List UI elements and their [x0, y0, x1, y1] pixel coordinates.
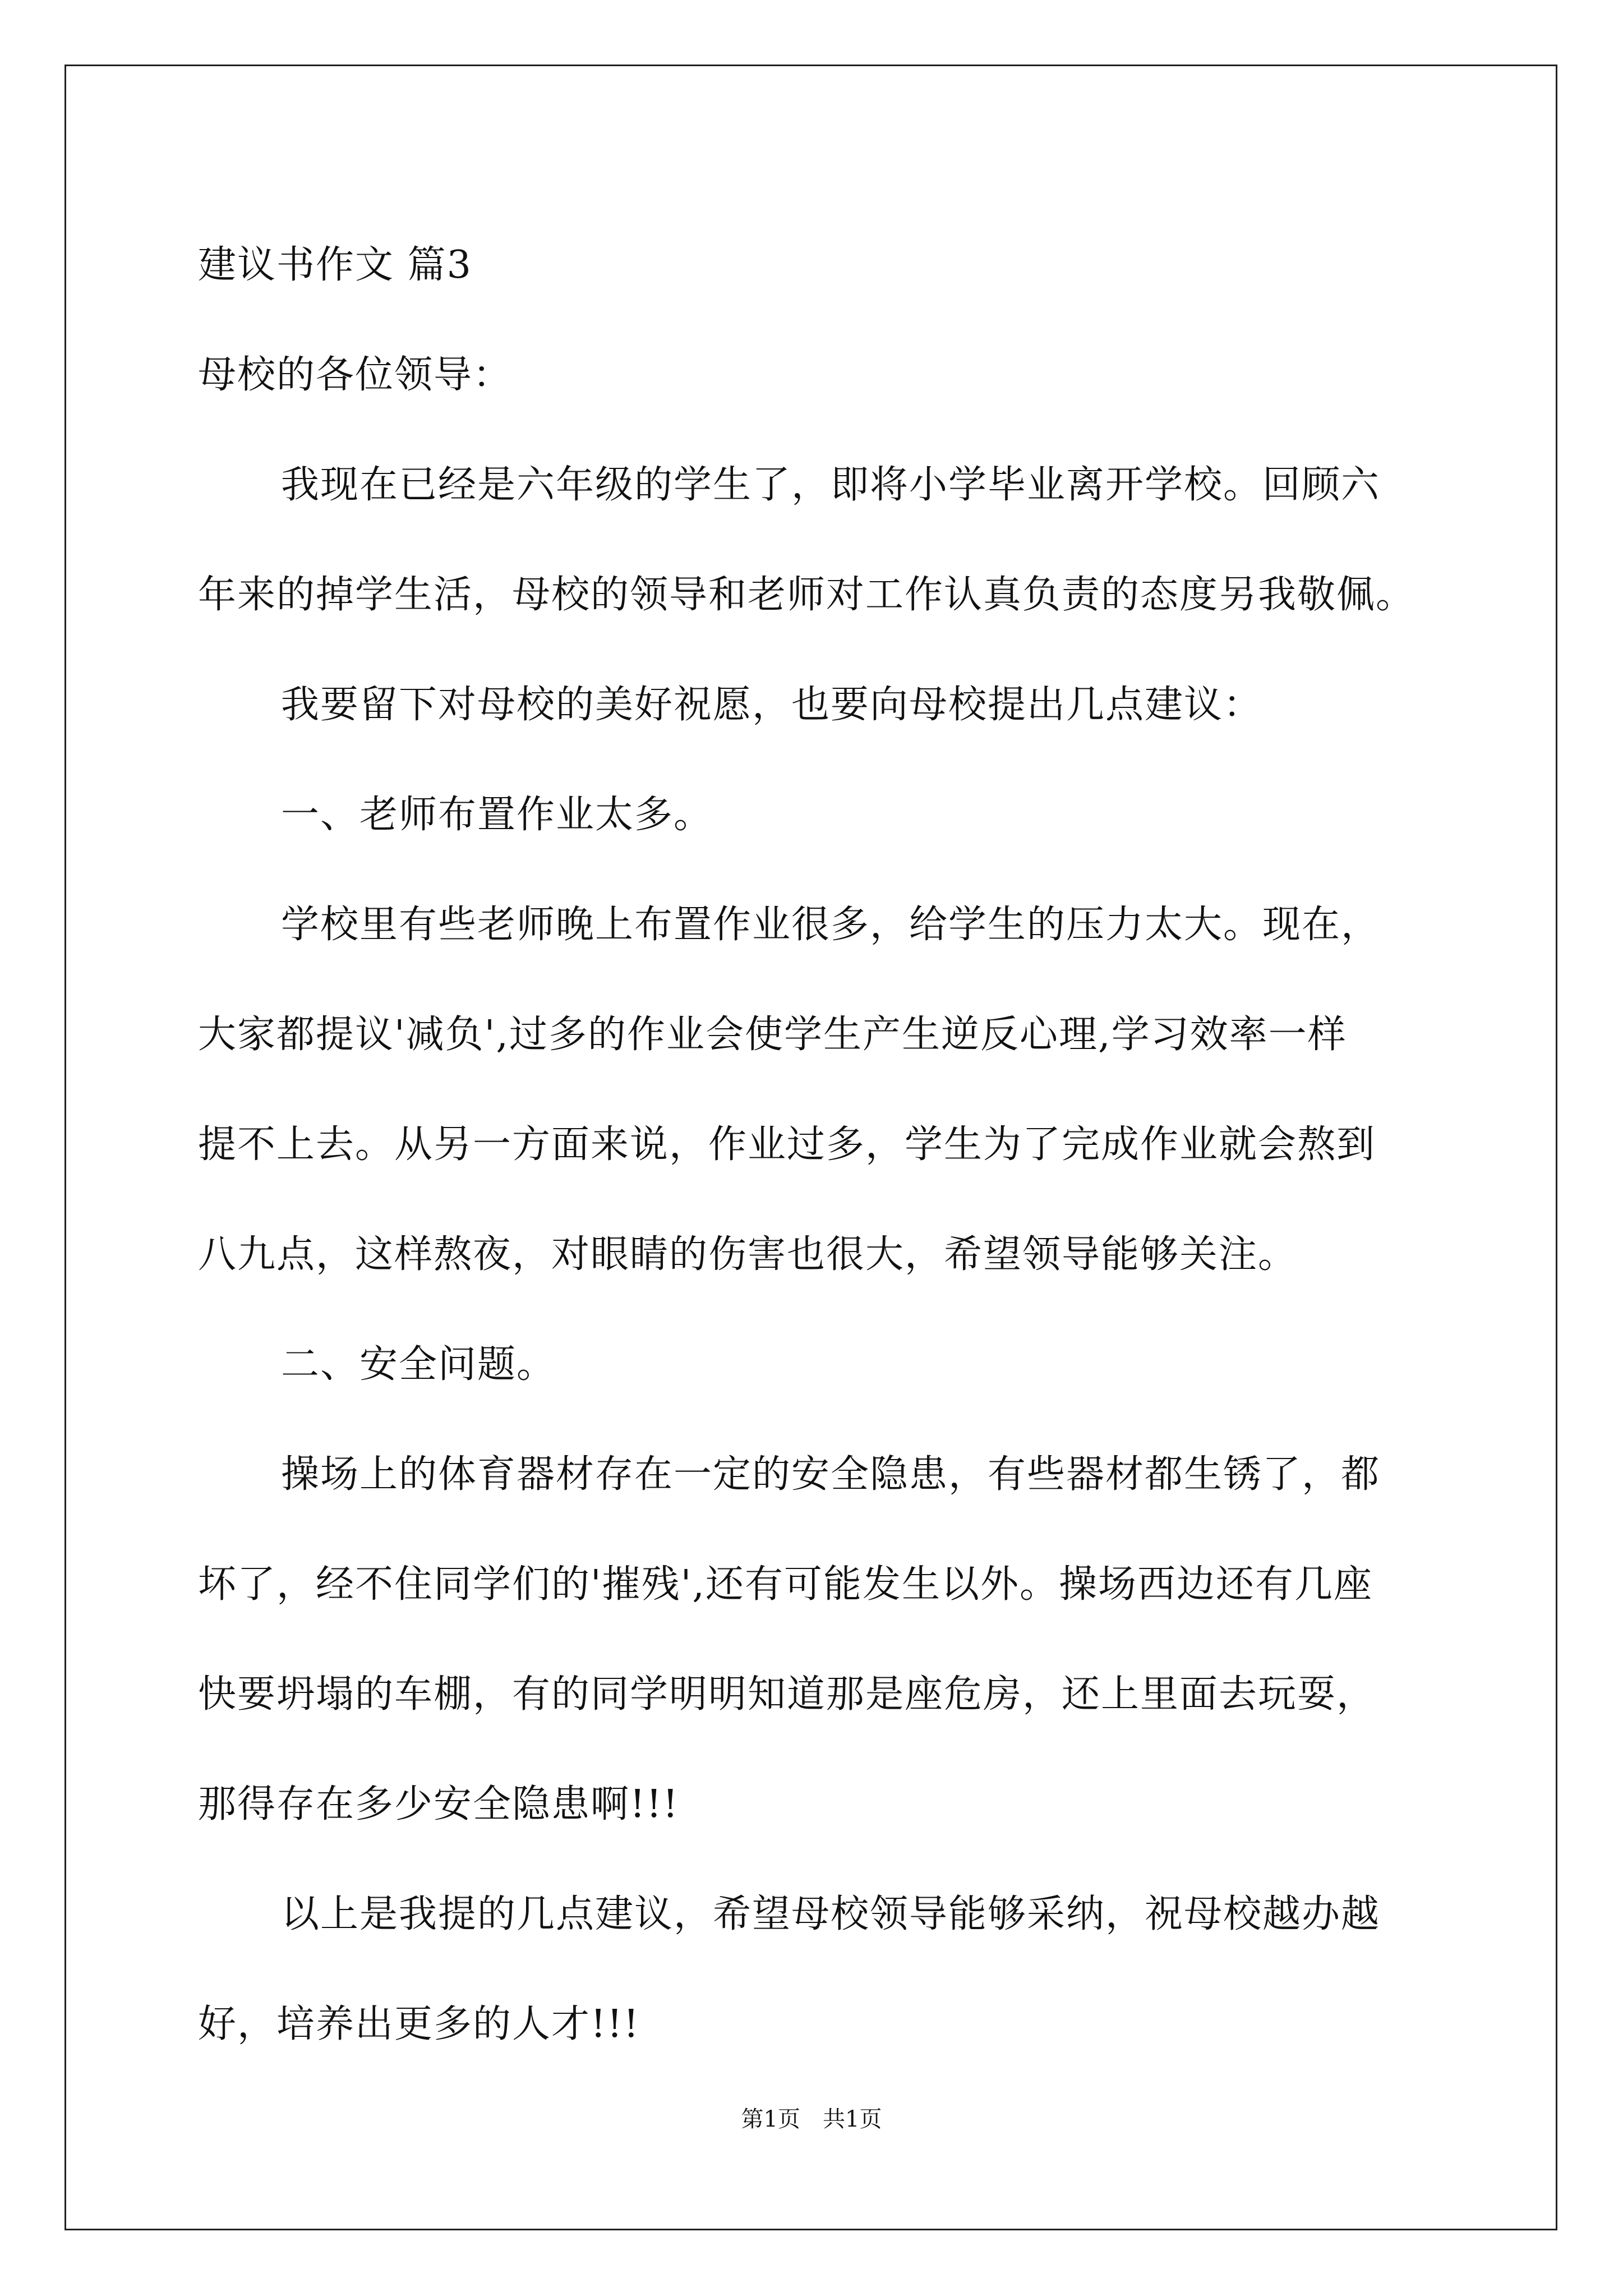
paragraph-line: 操场上的体育器材存在一定的安全隐患，有些器材都生锈了，都 — [281, 1452, 1381, 1497]
paragraph-line: 我要留下对母校的美好祝愿，也要向母校提出几点建议： — [281, 683, 1263, 727]
paragraph-line: 好，培养出更多的人才!!! — [198, 2002, 640, 2046]
paragraph-line: 我现在已经是六年级的学生了，即将小学毕业离开学校。回顾六 — [281, 463, 1381, 507]
salutation: 母校的各位领导： — [198, 353, 513, 397]
paragraph-line: 学校里有些老师晚上布置作业很多，给学生的压力太大。现在， — [281, 903, 1381, 947]
document-title: 建议书作文 篇3 — [198, 243, 472, 287]
paragraph-line: 年来的掉学生活，母校的领导和老师对工作认真负责的态度另我敬佩。 — [198, 573, 1415, 617]
paragraph-line: 快要坍塌的车棚，有的同学明明知道那是座危房，还上里面去玩耍， — [198, 1672, 1376, 1717]
section-heading: 二、安全问题。 — [281, 1342, 556, 1387]
paragraph-line: 八九点，这样熬夜，对眼睛的伤害也很大，希望领导能够关注。 — [198, 1232, 1298, 1277]
paragraph-line: 那得存在多少安全隐患啊!!! — [198, 1782, 679, 1826]
paragraph-line: 以上是我提的几点建议，希望母校领导能够采纳，祝母校越办越 — [281, 1892, 1381, 1936]
paragraph-line: 提不上去。从另一方面来说，作业过多，学生为了完成作业就会熬到 — [198, 1122, 1376, 1167]
paragraph-line: 大家都提议'减负',过多的作业会使学生产生逆反心理,学习效率一样 — [198, 1013, 1347, 1057]
document-body — [198, 210, 1432, 2079]
page-number: 第1页 共1页 — [741, 2106, 882, 2132]
section-heading: 一、老师布置作业太多。 — [281, 793, 713, 837]
paragraph-line: 坏了，经不住同学们的'摧残',还有可能发生以外。操场西边还有几座 — [198, 1562, 1373, 1607]
